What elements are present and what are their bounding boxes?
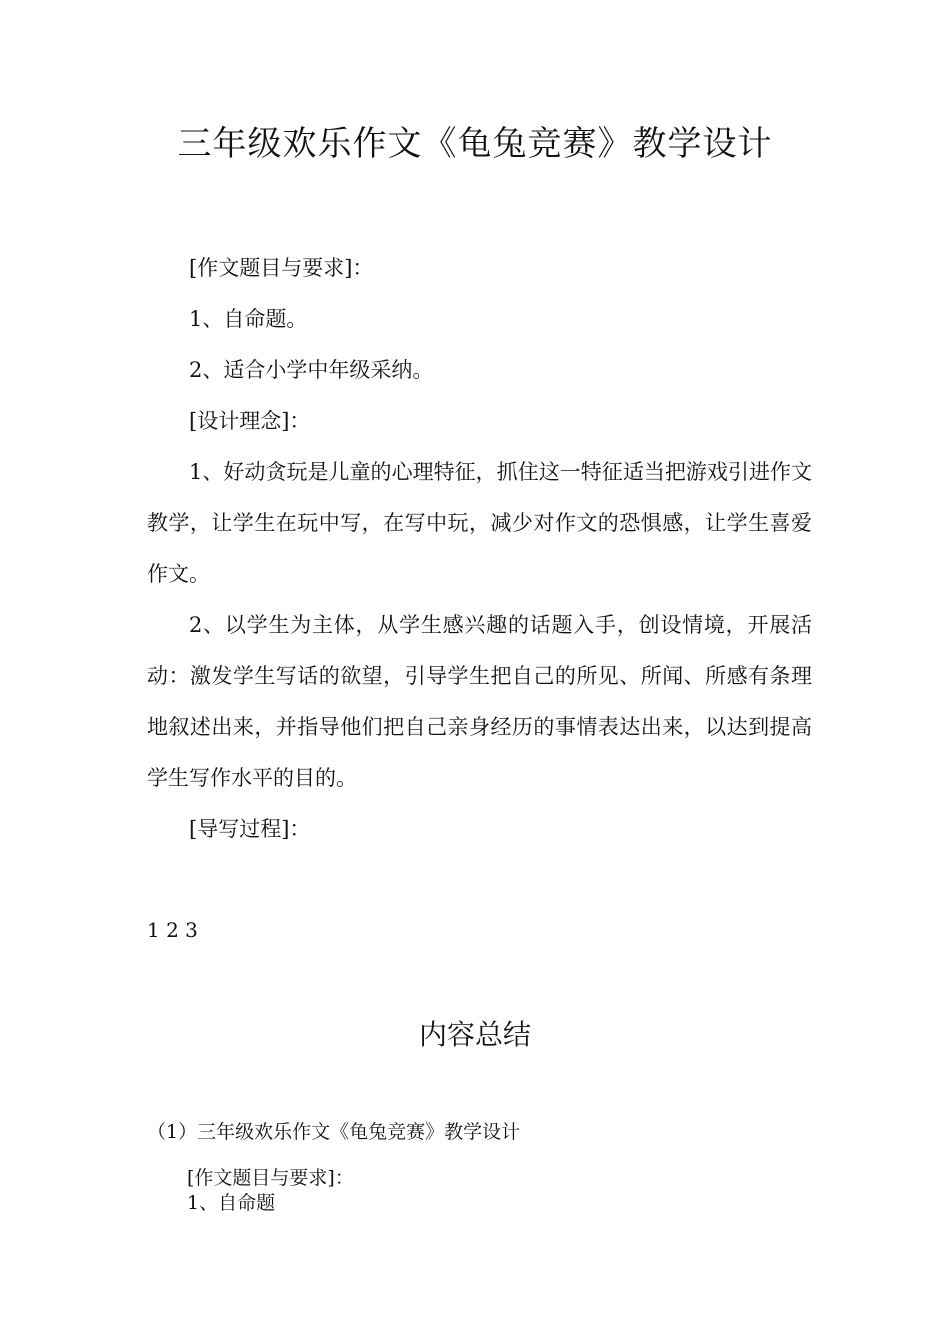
summary-sub-line: [作文题目与要求]：	[187, 1167, 354, 1189]
document-title: 三年级欢乐作文《龟兔竞赛》教学设计	[177, 124, 773, 164]
section-heading-guided-writing: [导写过程]：	[189, 817, 311, 841]
design-concept-item-2: 2、以学生为主体，从学生感兴趣的话题入手，创设情境，开展活动：激发学生写话的欲望，引导学生把自己的所见、所闻、所感有条理地叙述出来，并指导他们把自己亲身经历的事情表达出来，以达到提高学生写作水平的目的。	[147, 613, 812, 790]
document-body	[147, 243, 812, 855]
page-numbers: 1 2 3	[147, 918, 198, 942]
requirement-item-1: 1、自命题。	[189, 307, 308, 331]
requirement-item-2: 2、适合小学中年级采纳。	[189, 358, 434, 382]
section-heading-requirements: [作文题目与要求]：	[189, 256, 374, 280]
summary-sub-lines	[187, 1166, 354, 1216]
summary-item: （1）三年级欢乐作文《龟兔竞赛》教学设计	[147, 1121, 521, 1143]
summary-heading: 内容总结	[418, 1018, 531, 1051]
design-concept-item-1: 1、好动贪玩是儿童的心理特征，抓住这一特征适当把游戏引进作文教学，让学生在玩中写，在写中玩，减少对作文的恐惧感，让学生喜爱作文。	[147, 460, 812, 586]
section-heading-design-concept: [设计理念]：	[189, 409, 311, 433]
summary-sub-line: 1、自命题	[187, 1192, 276, 1214]
